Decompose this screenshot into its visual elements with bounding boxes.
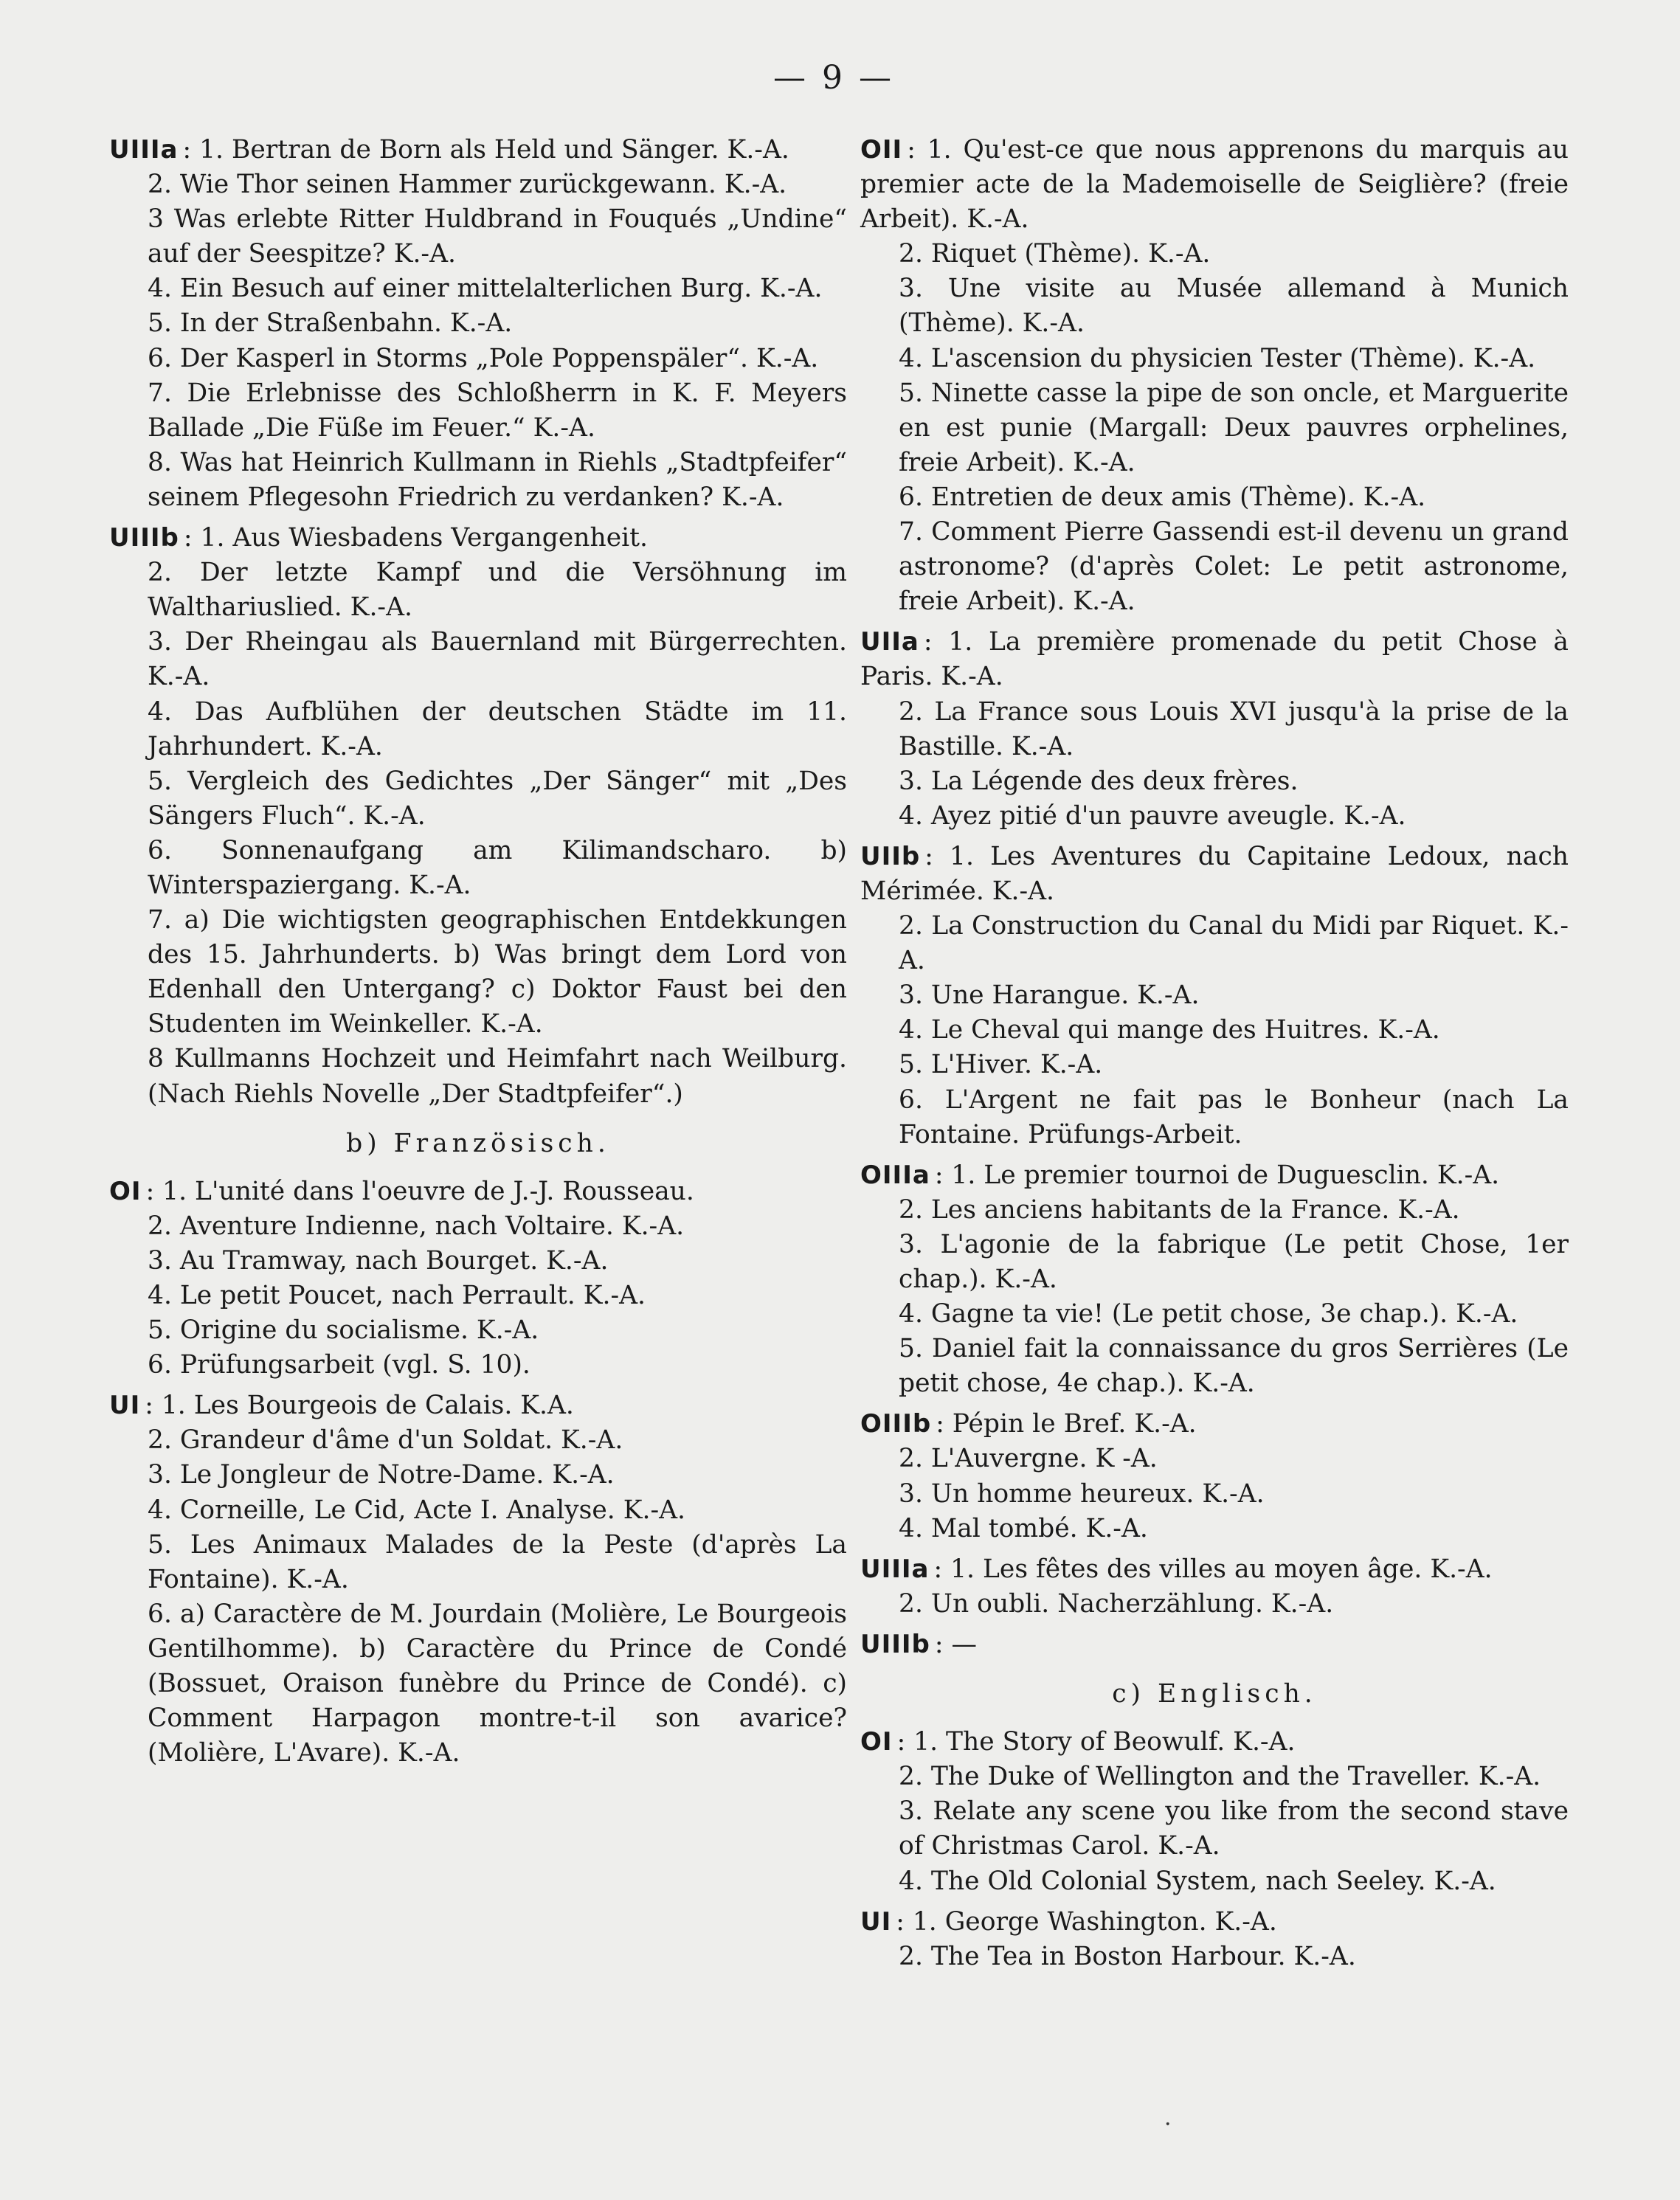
entry-text: 3. Au Tramway, nach Bourget. K.-A. xyxy=(148,1245,609,1276)
class-section xyxy=(860,1552,1569,1622)
entry-text: 3. Une visite au Musée allemand à Munich (Thème). K.-A. xyxy=(899,274,1569,339)
list-item xyxy=(109,625,847,694)
class-section xyxy=(860,840,1569,1152)
entry-text: 6. L'Argent ne fait pas le Bonheur (nach La Fontaine. Prüfungs-Arbeit. xyxy=(899,1085,1569,1149)
class-section xyxy=(860,1627,1569,1662)
list-item xyxy=(109,1209,847,1244)
entry-text: 2. Grandeur d'âme d'un Soldat. K.-A. xyxy=(148,1425,623,1456)
entry-text: 4. Ayez pitié d'un pauvre aveugle. K.-A. xyxy=(899,800,1406,831)
entry-text: 3. Der Rheingau als Bauernland mit Bürgerrechten. K.-A. xyxy=(148,627,847,692)
class-label-colon: : xyxy=(896,1906,913,1937)
entry-text: 5. L'Hiver. K.-A. xyxy=(899,1050,1103,1080)
class-label: OIIIa xyxy=(860,1160,930,1190)
entry-text: 1. Les Aventures du Capitaine Ledoux, nach Mérimée. K.-A. xyxy=(860,841,1569,906)
entry-text: 3. Un homme heureux. K.-A. xyxy=(899,1478,1265,1509)
list-item xyxy=(860,840,1569,909)
class-section xyxy=(109,1388,847,1771)
entry-text: 5. In der Straßenbahn. K.-A. xyxy=(148,308,513,339)
class-label: UIIIb xyxy=(860,1629,930,1659)
class-label: OII xyxy=(860,135,903,165)
class-label-colon: : xyxy=(896,1727,914,1757)
entry-text: 1. The Story of Beowulf. K.-A. xyxy=(913,1727,1296,1757)
list-item xyxy=(109,1423,847,1458)
entry-text: 2. Riquet (Thème). K.-A. xyxy=(899,239,1211,269)
entry-text: 1. Aus Wiesbadens Vergangenheit. xyxy=(200,523,648,553)
class-section xyxy=(860,1407,1569,1546)
class-label: UI xyxy=(860,1906,892,1937)
list-item xyxy=(860,133,1569,237)
entry-text: 4. Das Aufblühen der deutschen Städte im 11. Jahrhundert. K.-A. xyxy=(148,696,847,761)
class-label: OIIIb xyxy=(860,1409,932,1439)
list-item xyxy=(860,515,1569,619)
list-item xyxy=(860,1332,1569,1401)
list-item xyxy=(860,1477,1569,1512)
list-item xyxy=(860,1083,1569,1152)
class-section xyxy=(860,1725,1569,1898)
list-item xyxy=(109,376,847,446)
list-item xyxy=(860,1627,1569,1662)
class-section xyxy=(860,133,1569,619)
class-label-colon: : xyxy=(145,1391,162,1421)
entry-text: 4. Le petit Poucet, nach Perrault. K.-A. xyxy=(148,1281,646,1310)
list-item xyxy=(860,1158,1569,1193)
class-label-colon: : xyxy=(934,1629,952,1659)
entry-text: 2. Wie Thor seinen Hammer zurückgewann. K.-A. xyxy=(148,170,787,200)
list-item xyxy=(109,764,847,834)
entry-text: 2. The Tea in Boston Harbour. K.-A. xyxy=(899,1941,1356,1971)
list-item xyxy=(109,306,847,341)
entry-text: 6. Entretien de deux amis (Thème). K.-A. xyxy=(899,482,1426,512)
stray-dot-mark: · xyxy=(1164,2111,1172,2137)
list-item xyxy=(109,556,847,625)
list-item xyxy=(109,695,847,764)
entry-text: 1. La première promenade du petit Chose à Paris. K.-A. xyxy=(860,627,1569,692)
list-item xyxy=(860,480,1569,515)
list-item xyxy=(860,1864,1569,1899)
list-item xyxy=(109,271,847,306)
entry-text: 5. Les Animaux Malades de la Peste (d'après La Fontaine). K.-A. xyxy=(148,1529,847,1594)
entry-text: 2. Aventure Indienne, nach Voltaire. K.-A. xyxy=(148,1211,685,1241)
list-item xyxy=(109,342,847,376)
list-item xyxy=(860,1725,1569,1760)
list-item xyxy=(109,834,847,903)
list-item xyxy=(860,1760,1569,1794)
list-item xyxy=(860,1193,1569,1228)
entry-text: 6. Prüfungsarbeit (vgl. S. 10). xyxy=(148,1350,530,1380)
list-item xyxy=(860,695,1569,764)
list-item xyxy=(860,1587,1569,1622)
list-item xyxy=(860,376,1569,480)
list-item xyxy=(109,1348,847,1383)
class-section xyxy=(860,625,1569,834)
list-item xyxy=(860,909,1569,978)
list-item xyxy=(109,1175,847,1209)
entry-text: 3. Une Harangue. K.-A. xyxy=(899,980,1200,1011)
list-item xyxy=(109,1597,847,1771)
entry-text: 3 Was erlebte Ritter Huldbrand in Fouqués „Undine“ auf der Seespitze? K.-A. xyxy=(148,204,847,269)
list-item xyxy=(109,1279,847,1313)
list-item xyxy=(860,342,1569,376)
list-item xyxy=(860,271,1569,341)
entry-text: 6. Der Kasperl in Storms „Pole Poppenspäler“. K.-A. xyxy=(148,343,819,373)
entry-text: 1. Bertran de Born als Held und Sänger. K.-A. xyxy=(199,135,789,165)
list-item xyxy=(860,1013,1569,1048)
list-item xyxy=(109,1388,847,1423)
entry-text: 4. Ein Besuch auf einer mittelalterlichen Burg. K.-A. xyxy=(148,274,823,304)
entry-text: 3. Le Jongleur de Notre-Dame. K.-A. xyxy=(148,1460,615,1490)
list-item xyxy=(860,1940,1569,1974)
list-item xyxy=(860,1794,1569,1864)
list-item xyxy=(109,1458,847,1492)
right-column xyxy=(860,133,1569,1980)
class-label-colon: : xyxy=(936,1409,953,1439)
list-item xyxy=(109,1042,847,1111)
entry-text: 3. La Légende des deux frères. xyxy=(899,766,1299,796)
entry-text: 1. Les Bourgeois de Calais. K.A. xyxy=(161,1391,574,1421)
entry-text: 1. Le premier tournoi de Duguesclin. K.-A. xyxy=(951,1160,1500,1190)
class-label-colon: : xyxy=(183,523,201,553)
list-item xyxy=(860,1552,1569,1587)
class-section xyxy=(109,1175,847,1383)
entry-text: 7. Die Erlebnisse des Schloßherrn in K. F. Meyers Ballade „Die Füße im Feuer.“ K.-A. xyxy=(148,378,847,443)
list-item xyxy=(860,1905,1569,1940)
entry-text: 5. Daniel fait la connaissance du gros Serrières (Le petit chose, 4e chap.). K.-A. xyxy=(899,1334,1569,1399)
list-item xyxy=(109,1244,847,1279)
list-item xyxy=(109,903,847,1042)
entry-text: 8 Kullmanns Hochzeit und Heimfahrt nach Weilburg. (Nach Riehls Novelle „Der Stadtpfeifer“.) xyxy=(148,1044,847,1109)
class-label: OI xyxy=(109,1176,142,1206)
entry-text: 4. L'ascension du physicien Tester (Thème). K.-A. xyxy=(899,343,1536,373)
list-item xyxy=(860,625,1569,694)
entry-text: 5. Ninette casse la pipe de son oncle, et Marguerite en est punie (Margall: Deux pauvres orphelines, freie Arbeit). K.-A. xyxy=(899,378,1569,477)
class-section xyxy=(109,521,847,1112)
list-item xyxy=(109,133,847,167)
class-label: OI xyxy=(860,1727,893,1757)
list-item xyxy=(109,1528,847,1597)
entry-text: 4. The Old Colonial System, nach Seeley. K.-A. xyxy=(899,1866,1496,1896)
entry-text: 6. Sonnenaufgang am Kilimandscharo. b) Winterspaziergang. K.-A. xyxy=(148,835,847,900)
entry-text: 2. Un oubli. Nacherzählung. K.-A. xyxy=(899,1588,1334,1619)
entry-text: 5. Origine du socialisme. K.-A. xyxy=(148,1315,539,1346)
left-column xyxy=(109,133,847,1777)
entry-text: 8. Was hat Heinrich Kullmann in Riehls „Stadtpfeifer“ seinem Pflegesohn Friedrich zu verdanken? K.-A. xyxy=(148,447,847,512)
entry-text: 3. L'agonie de la fabrique (Le petit Chose, 1er chap.). K.-A. xyxy=(899,1229,1569,1294)
list-item xyxy=(860,1297,1569,1332)
entry-text: 1. George Washington. K.-A. xyxy=(912,1906,1277,1937)
section-heading-english: c) Englisch. xyxy=(1112,1679,1317,1709)
class-label-colon: : xyxy=(182,135,200,165)
entry-text: — xyxy=(951,1629,977,1659)
page-number: — 9 — xyxy=(773,59,894,97)
section-heading-french: b) Französisch. xyxy=(346,1128,610,1158)
list-item xyxy=(860,799,1569,834)
list-item xyxy=(109,202,847,271)
list-item xyxy=(109,167,847,202)
entry-text: 4. Gagne ta vie! (Le petit chose, 3e chap.). K.-A. xyxy=(899,1299,1518,1329)
class-label-colon: : xyxy=(907,135,927,165)
entry-text: 1. Les fêtes des villes au moyen âge. K.-A. xyxy=(950,1554,1493,1584)
class-label: UIIa xyxy=(860,627,919,657)
entry-text: 1. L'unité dans l'oeuvre de J.-J. Rousseau. xyxy=(162,1176,694,1206)
entry-text: Pépin le Bref. K.-A. xyxy=(952,1409,1197,1439)
list-item xyxy=(860,1048,1569,1082)
list-item xyxy=(109,521,847,556)
entry-text: 2. Les anciens habitants de la France. K.-A. xyxy=(899,1194,1460,1225)
class-label: UIIIa xyxy=(109,135,179,165)
list-item xyxy=(860,1228,1569,1297)
entry-text: 3. Relate any scene you like from the second stave of Christmas Carol. K.-A. xyxy=(899,1796,1569,1861)
entry-text: 4. Corneille, Le Cid, Acte I. Analyse. K.-A. xyxy=(148,1495,685,1525)
entry-text: 5. Vergleich des Gedichtes „Der Sänger“ mit „Des Sängers Fluch“. K.-A. xyxy=(148,766,847,831)
entry-text: 2. The Duke of Wellington and the Traveller. K.-A. xyxy=(899,1762,1541,1792)
class-label-colon: : xyxy=(145,1176,163,1206)
class-section xyxy=(860,1905,1569,1974)
entry-text: 6. a) Caractère de M. Jourdain (Molière, Le Bourgeois Gentilhomme). b) Caractère du Prince de Condé (Bossuet, Oraison funèbre du Prince de Condé). c) Comment Harpagon montre-t-il son avarice? (Molière, L'Avare). K.-A. xyxy=(148,1599,847,1768)
entry-text: 7. a) Die wichtigsten geographischen Entdekkungen des 15. Jahrhunderts. b) Was bringt dem Lord von Edenhall den Untergang? c) Doktor Faust bei den Studenten im Weinkeller. K.-A. xyxy=(148,905,847,1040)
entry-text: 2. La France sous Louis XVI jusqu'à la prise de la Bastille. K.-A. xyxy=(899,696,1569,761)
list-item xyxy=(109,1313,847,1348)
entry-text: 1. Qu'est-ce que nous apprenons du marquis au premier acte de la Mademoiselle de Seiglière? (freie Arbeit). K.-A. xyxy=(860,135,1569,235)
list-item xyxy=(860,1407,1569,1442)
list-item xyxy=(109,1493,847,1528)
class-label: UIIIa xyxy=(860,1554,930,1584)
class-label: UIIIb xyxy=(109,523,179,553)
class-label-colon: : xyxy=(934,1160,952,1190)
entry-text: 4. Mal tombé. K.-A. xyxy=(899,1513,1148,1543)
class-label-colon: : xyxy=(933,1554,951,1584)
list-item xyxy=(860,1442,1569,1476)
class-label: UI xyxy=(109,1391,141,1421)
list-item xyxy=(860,1512,1569,1546)
entry-text: 4. Le Cheval qui mange des Huitres. K.-A. xyxy=(899,1015,1440,1045)
entry-text: 7. Comment Pierre Gassendi est-il devenu un grand astronome? (d'après Colet: Le petit astronome, freie Arbeit). K.-A. xyxy=(899,517,1569,617)
class-label-colon: : xyxy=(923,627,949,657)
entry-text: 2. L'Auvergne. K -A. xyxy=(899,1444,1158,1474)
list-item xyxy=(109,446,847,515)
list-item xyxy=(860,764,1569,799)
list-item xyxy=(860,237,1569,271)
list-item xyxy=(860,978,1569,1013)
entry-text: 2. Der letzte Kampf und die Versöhnung im Walthariuslied. K.-A. xyxy=(148,558,847,623)
class-section xyxy=(109,133,847,515)
class-section xyxy=(860,1158,1569,1402)
entry-text: 2. La Construction du Canal du Midi par Riquet. K.-A. xyxy=(899,911,1569,976)
class-label-colon: : xyxy=(924,841,950,871)
class-label: UIIb xyxy=(860,841,921,871)
